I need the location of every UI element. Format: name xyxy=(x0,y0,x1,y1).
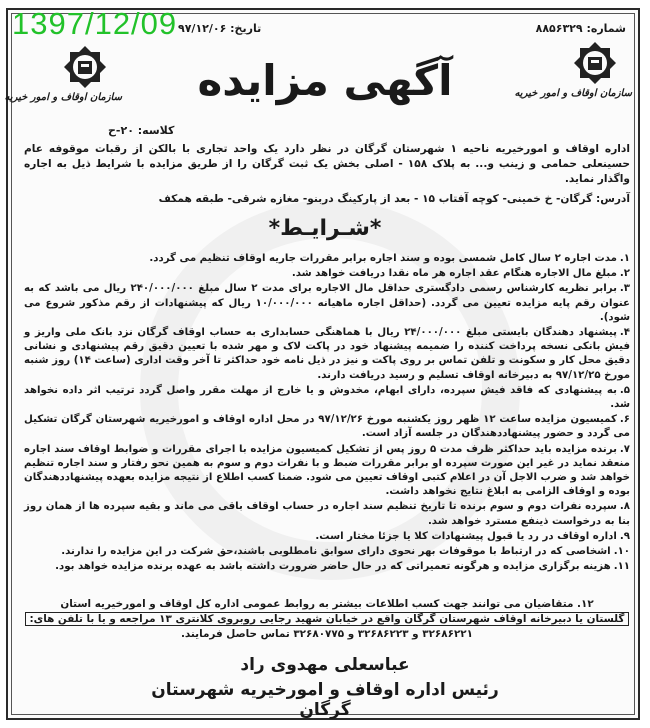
org-logo-left xyxy=(4,44,122,103)
page-title: آگهی مزایده xyxy=(197,56,453,105)
contact-address-box: گلستان یا دبیرخانه اوقاف شهرستان گرگان واقع در خیابان شهید رجایی روبروی کلانتری ۱۳ مراجعه و یا با تلفن های: xyxy=(25,612,630,626)
date-label: تاریخ: ۹۷/۱۲/۰۶ xyxy=(178,22,262,35)
condition-item: ۳.برابر نظریه کارشناس رسمی دادگستری حداقل مال الاجاره برای مدت ۲ سال مبلغ ۲۴۰/۰۰۰/۰۰۰ ریال می باشد که به عنوان رقم پایه مزایده تعیین می گردد. (حداقل اجاره ماهیانه ۱۰/۰۰۰/۰۰۰ ریال که پیشنهادات از رقم مذکور شروع می شود). xyxy=(24,283,630,323)
conditions-heading: *شـرایـط* xyxy=(268,216,382,241)
condition-item: ۷.برنده مزایده باید حداکثر ظرف مدت ۵ روز پس از تشکیل کمیسیون مزایده با اجرای مقررات و ضوابط اوقاف سند اجاره منعقد نماید در غیر این صورت سپرده او برابر مقررات ضبط و با نفرات دوم و سوم به همین نحو رفتار و سند اجاره تنظیم خواهد شد و ضرب الاجل آن در اعلام کتبی اوقاف تعیین می شود. ضمنا کسب اطلاع از نتیجه مزایده بعهده پیشنهاددهندگان بوده و اوقاف الزامی به ابلاغ نتایج نخواهد داشت. xyxy=(24,443,630,498)
condition-item: ۹.اداره اوقاف در رد یا قبول پیشنهادات کلا یا جزئا مختار است. xyxy=(315,530,630,542)
condition-item: ۱۰.اشخاصی که در ارتباط با موقوفات بهر نحوی دارای سوابق نامطلوبی باشند،حق شرکت در این مزایده را ندارند. xyxy=(61,546,630,558)
condition-item: ۲.مبلغ مال الاجاره هنگام عقد اجاره هر ماه نقدا دریافت خواهد شد. xyxy=(291,268,630,280)
date-stamp: 1397/12/09 xyxy=(12,6,178,41)
number-label: شماره: ۸۸۵۶۳۲۹ xyxy=(535,22,626,35)
org-emblem-icon xyxy=(62,44,108,90)
condition-item: ۱.مدت اجاره ۲ سال کامل شمسی بوده و سند اجاره برابر مقررات جاریه اوقاف تنظیم می گردد. xyxy=(149,253,630,264)
condition-item: ۴.پیشنهاد دهندگان بایستی مبلغ ۲۴/۰۰۰/۰۰۰ ریال با هماهنگی حسابداری به حساب اوقاف گرگان نزد بانک ملی واریز و فیش بانکی نسخه پرداخت کننده را ضمیمه پیشنهاد خود در پاکت لاک و مهر شده با تعیین دقیق رقم پیشنهادی و نشانی دقیق محل کار و سکونت و تلفن تماس بر روی پاکت و نیز در ذیل نامه خود حداکثر تا آخر وقت اداری (ساعت ۱۴) روز شنبه مورخ ۹۷/۱۲/۲۵ به دبیرخانه اوقاف تسلیم و رسید دریافت دارند. xyxy=(24,327,630,381)
contact-info xyxy=(24,597,630,642)
org-logo-right xyxy=(514,40,632,99)
intro-paragraph: اداره اوقاف و امورخیریه ناحیه ۱ شهرستان گرگان در نظر دارد یک واحد تجاری با بالکن از رقبات موقوفه عام حسینعلی حمامی و زینب و... به پلاک ۱۵۸ - اصلی بخش یک ثبت گرگان را از طریق مزایده با شرایط ذیل به اجاره واگذار نماید. xyxy=(24,143,630,185)
condition-item: ۶.کمیسیون مزایده ساعت ۱۲ ظهر روز یکشنبه مورخ ۹۷/۱۲/۲۶ در محل اداره اوقاف و امورخیریه شهرستان گرگان تشکیل می گردد و حضور پیشنهاددهندگان در جلسه آزاد است. xyxy=(24,414,631,440)
org-emblem-icon xyxy=(572,40,618,86)
signatory-name: عباسعلی مهدوی راد xyxy=(240,655,410,675)
class-label: کلاسه: ۲۰-ح xyxy=(108,124,175,137)
contact-line-2 xyxy=(24,612,630,627)
signatory-role: رئیس اداره اوقاف و امورخیریه شهرستان گرگان xyxy=(151,680,499,720)
contact-line-1: ۱۲. متقاضیان می توانند جهت کسب اطلاعات بیشتر به روابط عمومی اداره کل اوقاف و امورخیریه استان xyxy=(60,598,594,610)
org-logo-caption: سازمان اوقاف و امور خیریه xyxy=(4,92,122,103)
contact-line-3: ۳۲۶۸۶۲۲۱ و ۳۲۶۸۶۲۲۳ و ۳۲۶۸۰۷۷۵ تماس حاصل فرمایند. xyxy=(180,628,473,640)
conditions-list xyxy=(24,252,630,575)
address-line: آدرس: گرگان- خ خمینی- کوچه آفتاب ۱۵ - بعد از پارکینگ دربنو- مغازه شرقی- طبقه همکف xyxy=(158,193,630,205)
org-logo-caption: سازمان اوقاف و امور خیریه xyxy=(514,88,632,99)
condition-item: ۵.به پیشنهادی که فاقد فیش سپرده، دارای ابهام، مخدوش و یا خارج از مهلت مقرر واصل گردد ترتیب اثر داده نخواهد شد. xyxy=(24,384,630,411)
condition-item: ۱۱.هزینه برگزاری مزایده و هرگونه تعمیراتی که در حال حاضر ضرورت داشته باشد به عهده برنده مزایده خواهد بود. xyxy=(55,561,630,573)
condition-item: ۸.سپرده نفرات دوم و سوم برنده تا تاریخ تنظیم سند اجاره در حساب اوقاف باقی می ماند و بقیه سپرده ها از همان روز بنا به درخواست ذینفع مسترد خواهد شد. xyxy=(24,501,630,527)
